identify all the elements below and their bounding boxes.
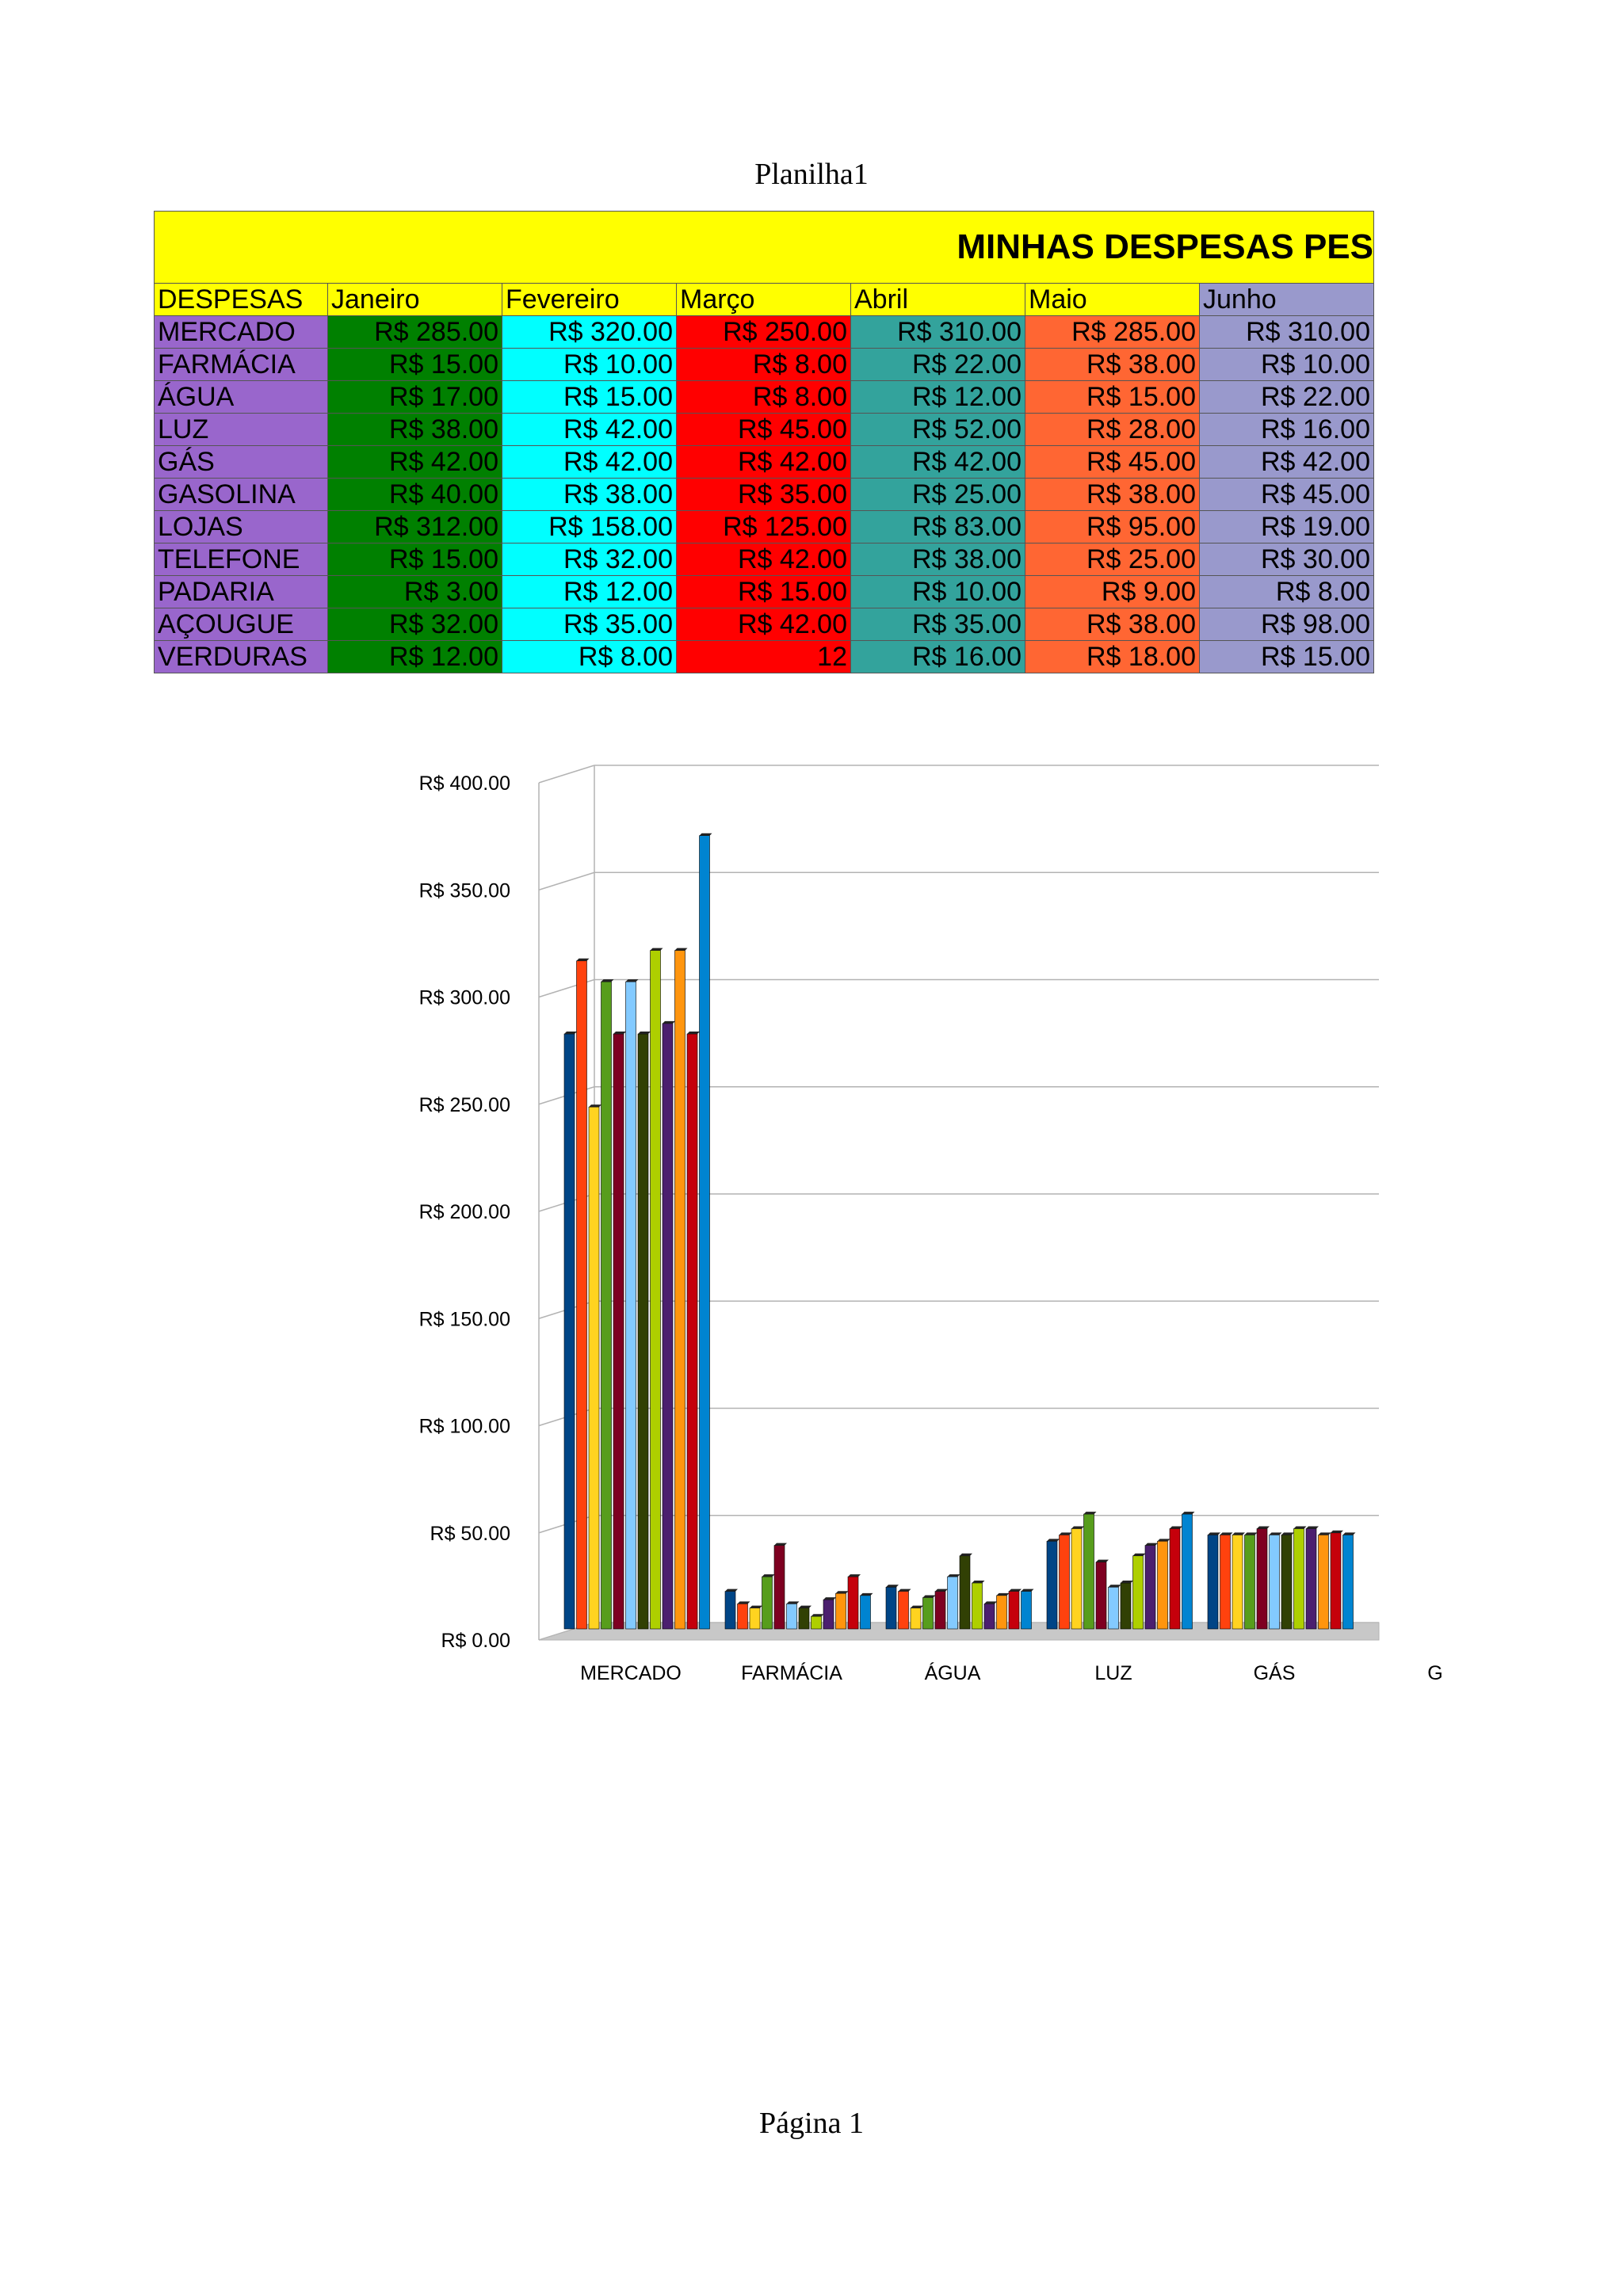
table-row: [155, 349, 1374, 381]
bar-top: [774, 1543, 787, 1546]
bar-top: [997, 1593, 1010, 1596]
table-cell: R$ 12.00: [328, 641, 502, 673]
table-cell: R$ 12.00: [851, 381, 1025, 414]
bar-top: [1096, 1560, 1109, 1562]
bar-top: [675, 948, 688, 951]
table-cell: R$ 40.00: [328, 479, 502, 511]
bar-top: [1220, 1532, 1233, 1535]
bar: [911, 1608, 921, 1629]
row-label: TELEFONE: [155, 543, 328, 576]
table-cell: R$ 15.00: [502, 381, 677, 414]
bar: [651, 951, 661, 1629]
row-label: VERDURAS: [155, 641, 328, 673]
column-header: Abril: [851, 284, 1025, 316]
row-label: GASOLINA: [155, 479, 328, 511]
table-cell: R$ 22.00: [1200, 381, 1374, 414]
table-row: [155, 381, 1374, 414]
table-row: [155, 641, 1374, 673]
table-cell: R$ 285.00: [1025, 316, 1200, 349]
bar-top: [1319, 1532, 1331, 1535]
bar-top: [687, 1032, 700, 1034]
bar: [1096, 1562, 1106, 1629]
bar-top: [1331, 1531, 1343, 1533]
bar: [1208, 1535, 1218, 1629]
bar-top: [1121, 1581, 1133, 1583]
column-header: Junho: [1200, 284, 1374, 316]
table-cell: R$ 250.00: [677, 316, 851, 349]
table-cell: R$ 45.00: [1200, 479, 1374, 511]
bar: [613, 1034, 624, 1629]
y-tick-label: R$ 300.00: [418, 986, 510, 1009]
bar: [577, 961, 587, 1629]
bar: [663, 1024, 673, 1629]
table-cell: R$ 42.00: [502, 446, 677, 479]
bar: [861, 1596, 871, 1629]
bar-top: [1232, 1532, 1245, 1535]
y-tick-label: R$ 50.00: [430, 1522, 510, 1545]
bar-top: [1245, 1532, 1258, 1535]
bar: [886, 1587, 896, 1629]
table-cell: R$ 15.00: [1025, 381, 1200, 414]
bar-top: [589, 1104, 601, 1107]
table-row: [155, 446, 1374, 479]
table-row: [155, 576, 1374, 608]
bar: [1109, 1587, 1119, 1629]
bar-top: [1145, 1543, 1158, 1546]
table-cell: R$ 35.00: [502, 608, 677, 641]
bar: [1170, 1529, 1180, 1629]
bar-top: [972, 1581, 985, 1583]
bar-top: [1257, 1527, 1270, 1529]
bar-top: [823, 1597, 836, 1600]
bar: [1047, 1541, 1057, 1629]
table-cell: R$ 3.00: [328, 576, 502, 608]
bar: [799, 1608, 809, 1629]
bar-top: [1009, 1589, 1022, 1592]
bar: [899, 1592, 909, 1629]
bar-top: [1182, 1512, 1195, 1514]
row-label: ÁGUA: [155, 381, 328, 414]
bar: [675, 951, 685, 1629]
bar: [750, 1608, 760, 1629]
expenses-bar-chart: [380, 745, 1443, 1743]
sheet-title: MINHAS DESPESAS PES: [155, 212, 1374, 284]
bar-top: [564, 1032, 577, 1034]
row-label: AÇOUGUE: [155, 608, 328, 641]
y-tick-label: R$ 250.00: [418, 1093, 510, 1116]
row-label: MERCADO: [155, 316, 328, 349]
bar-top: [1170, 1527, 1182, 1529]
bar-top: [663, 1021, 675, 1024]
page-footer: Página 1: [759, 2107, 864, 2140]
title-row: [155, 212, 1374, 284]
table-cell: R$ 25.00: [851, 479, 1025, 511]
table-cell: R$ 10.00: [1200, 349, 1374, 381]
bar-top: [1022, 1589, 1034, 1592]
table-cell: R$ 52.00: [851, 414, 1025, 446]
bar: [589, 1107, 599, 1629]
table-cell: R$ 22.00: [851, 349, 1025, 381]
header-row: [155, 284, 1374, 316]
bar-top: [1133, 1554, 1146, 1556]
bar-top: [762, 1574, 775, 1577]
table-cell: R$ 16.00: [1200, 414, 1374, 446]
bar-top: [836, 1591, 849, 1593]
bar: [1084, 1514, 1094, 1629]
chart-x-axis: [580, 1661, 1443, 1684]
table-cell: R$ 8.00: [1200, 576, 1374, 608]
bar-top: [750, 1606, 762, 1608]
row-label: LOJAS: [155, 511, 328, 543]
x-tick-label: LUZ: [1094, 1662, 1132, 1684]
bar-top: [738, 1601, 750, 1604]
table-cell: R$ 8.00: [677, 381, 851, 414]
bar-top: [651, 948, 663, 951]
bar-top: [1047, 1539, 1060, 1541]
bar: [1294, 1529, 1304, 1629]
table-row: [155, 608, 1374, 641]
table-cell: R$ 18.00: [1025, 641, 1200, 673]
column-header: Janeiro: [328, 284, 502, 316]
bar-top: [1306, 1527, 1319, 1529]
bar-top: [861, 1593, 873, 1596]
table-cell: R$ 16.00: [851, 641, 1025, 673]
x-tick-label: MERCADO: [580, 1662, 682, 1684]
bar: [1060, 1535, 1070, 1629]
bar: [1306, 1529, 1316, 1629]
bar-top: [812, 1614, 824, 1616]
table-cell: R$ 12.00: [502, 576, 677, 608]
expenses-spreadsheet: [154, 211, 1374, 673]
bar: [1331, 1533, 1341, 1629]
table-cell: R$ 312.00: [328, 511, 502, 543]
bar: [823, 1600, 834, 1629]
table-cell: R$ 320.00: [502, 316, 677, 349]
bar-top: [886, 1585, 899, 1587]
bar-top: [787, 1601, 800, 1604]
table-cell: R$ 42.00: [502, 414, 677, 446]
table-cell: R$ 310.00: [851, 316, 1025, 349]
table-cell: R$ 42.00: [677, 446, 851, 479]
bar-top: [948, 1574, 960, 1577]
bar-top: [613, 1032, 626, 1034]
column-header: Maio: [1025, 284, 1200, 316]
bar: [812, 1616, 822, 1629]
table-cell: R$ 9.00: [1025, 576, 1200, 608]
bar: [1158, 1541, 1168, 1629]
chart-y-axis: [419, 772, 510, 1652]
table-cell: R$ 19.00: [1200, 511, 1374, 543]
bar: [1022, 1592, 1032, 1629]
bar-top: [935, 1589, 948, 1592]
bar: [787, 1604, 797, 1629]
table-cell: R$ 42.00: [851, 446, 1025, 479]
table-cell: R$ 8.00: [502, 641, 677, 673]
table-cell: R$ 98.00: [1200, 608, 1374, 641]
bar: [564, 1034, 575, 1629]
bar: [1319, 1535, 1329, 1629]
bar-top: [1343, 1532, 1356, 1535]
column-header: DESPESAS: [155, 284, 328, 316]
y-tick-label: R$ 0.00: [441, 1630, 510, 1652]
x-tick-label: GÁS: [1253, 1662, 1296, 1684]
bar: [1182, 1514, 1193, 1629]
table-cell: R$ 42.00: [1200, 446, 1374, 479]
bar: [774, 1546, 785, 1629]
bar-top: [638, 1032, 651, 1034]
table-cell: R$ 15.00: [328, 349, 502, 381]
gridline-side: [539, 872, 594, 890]
table-cell: R$ 8.00: [677, 349, 851, 381]
bar-top: [1109, 1585, 1121, 1587]
column-header: Março: [677, 284, 851, 316]
table-cell: R$ 38.00: [328, 414, 502, 446]
table-cell: R$ 285.00: [328, 316, 502, 349]
bar: [997, 1596, 1007, 1629]
table-cell: R$ 10.00: [851, 576, 1025, 608]
table-cell: R$ 25.00: [1025, 543, 1200, 576]
table-row: [155, 511, 1374, 543]
bar: [725, 1592, 735, 1629]
bar: [700, 836, 710, 1629]
bar-top: [577, 959, 590, 961]
bar: [738, 1604, 748, 1629]
table-cell: R$ 38.00: [502, 479, 677, 511]
y-tick-label: R$ 350.00: [418, 879, 510, 902]
chart-bars: [564, 833, 1356, 1629]
table-cell: R$ 42.00: [677, 608, 851, 641]
bar: [1121, 1583, 1131, 1629]
bar: [601, 982, 612, 1629]
page-header: Planilha1: [754, 158, 869, 191]
table-cell: R$ 15.00: [1200, 641, 1374, 673]
bar: [1270, 1535, 1280, 1629]
bar-top: [1084, 1512, 1097, 1514]
bar: [1245, 1535, 1255, 1629]
bar-top: [1071, 1527, 1084, 1529]
bar-top: [1158, 1539, 1170, 1541]
bar: [1281, 1535, 1292, 1629]
table-cell: R$ 15.00: [677, 576, 851, 608]
bar: [1071, 1529, 1082, 1629]
column-header: Fevereiro: [502, 284, 677, 316]
bar-top: [923, 1595, 936, 1597]
bar-top: [899, 1589, 911, 1592]
table-cell: R$ 38.00: [1025, 608, 1200, 641]
table-cell: R$ 158.00: [502, 511, 677, 543]
table-cell: 12: [677, 641, 851, 673]
table-cell: R$ 42.00: [328, 446, 502, 479]
bar-top: [700, 833, 712, 836]
bar-top: [1270, 1532, 1282, 1535]
bar: [1257, 1529, 1267, 1629]
table-cell: R$ 310.00: [1200, 316, 1374, 349]
table-cell: R$ 30.00: [1200, 543, 1374, 576]
table-cell: R$ 15.00: [328, 543, 502, 576]
table-cell: R$ 35.00: [677, 479, 851, 511]
bar-top: [984, 1601, 997, 1604]
row-label: GÁS: [155, 446, 328, 479]
bar: [1220, 1535, 1231, 1629]
bar: [1145, 1546, 1155, 1629]
bar: [948, 1577, 958, 1629]
table-row: [155, 316, 1374, 349]
bar: [762, 1577, 773, 1629]
table-cell: R$ 38.00: [851, 543, 1025, 576]
table-cell: R$ 35.00: [851, 608, 1025, 641]
y-tick-label: R$ 150.00: [418, 1308, 510, 1331]
table-cell: R$ 95.00: [1025, 511, 1200, 543]
y-tick-label: R$ 100.00: [418, 1415, 510, 1438]
row-label: FARMÁCIA: [155, 349, 328, 381]
bar: [1009, 1592, 1019, 1629]
table-cell: R$ 10.00: [502, 349, 677, 381]
bar: [1232, 1535, 1243, 1629]
bar-top: [848, 1574, 861, 1577]
bar-top: [725, 1589, 738, 1592]
table-cell: R$ 45.00: [677, 414, 851, 446]
table-row: [155, 479, 1374, 511]
bar: [848, 1577, 858, 1629]
row-label: LUZ: [155, 414, 328, 446]
bar: [960, 1556, 970, 1629]
bar-top: [1208, 1532, 1220, 1535]
bar: [836, 1593, 846, 1629]
bar: [1133, 1556, 1144, 1629]
table-cell: R$ 42.00: [677, 543, 851, 576]
row-label: PADARIA: [155, 576, 328, 608]
bar: [687, 1034, 697, 1629]
table-cell: R$ 38.00: [1025, 479, 1200, 511]
bar: [626, 982, 636, 1629]
bar-top: [1060, 1532, 1072, 1535]
bar-top: [960, 1554, 972, 1556]
bar-top: [799, 1606, 812, 1608]
table-cell: R$ 45.00: [1025, 446, 1200, 479]
bar: [923, 1597, 934, 1629]
table-cell: R$ 38.00: [1025, 349, 1200, 381]
table-row: [155, 414, 1374, 446]
bar-top: [911, 1606, 923, 1608]
bar-top: [1281, 1532, 1294, 1535]
x-tick-label: ÁGUA: [924, 1662, 981, 1684]
table-cell: R$ 17.00: [328, 381, 502, 414]
table-cell: R$ 83.00: [851, 511, 1025, 543]
table-row: [155, 543, 1374, 576]
table-cell: R$ 28.00: [1025, 414, 1200, 446]
gridline-side: [539, 765, 594, 783]
x-tick-label: G: [1427, 1662, 1443, 1684]
table-cell: R$ 125.00: [677, 511, 851, 543]
bar: [638, 1034, 648, 1629]
table-cell: R$ 32.00: [328, 608, 502, 641]
bar: [984, 1604, 995, 1629]
bar-top: [1294, 1527, 1307, 1529]
bar: [935, 1592, 945, 1629]
bar: [972, 1583, 983, 1629]
bar: [1343, 1535, 1354, 1629]
y-tick-label: R$ 200.00: [418, 1201, 510, 1223]
table-cell: R$ 32.00: [502, 543, 677, 576]
y-tick-label: R$ 400.00: [418, 772, 510, 795]
x-tick-label: FARMÁCIA: [741, 1662, 842, 1684]
